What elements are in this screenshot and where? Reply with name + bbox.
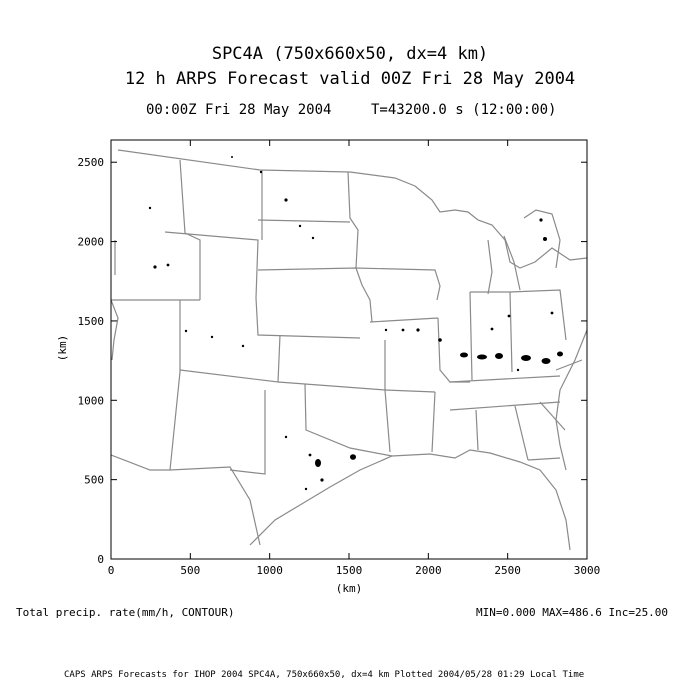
precip-cell [167,264,170,267]
ga-sc-line [540,402,565,430]
y-tick-label: 500 [84,473,104,487]
precip-cell [438,338,442,342]
x-tick-label: 1500 [335,564,363,577]
al-ga-line [515,406,528,460]
precip-cell [551,312,554,315]
min-max-stats: MIN=0.000 MAX=486.6 Inc=25.00 [476,606,669,619]
north-border [118,150,415,186]
precip-cell [153,265,156,268]
precip-cell [299,225,301,227]
il-in-line [470,292,472,380]
nd-sd-line [258,220,350,222]
tn-north [450,376,560,382]
precip-cell [508,315,511,318]
ms-ar-line [432,392,435,452]
in-oh-line [470,292,512,372]
x-tick-label: 2500 [494,564,521,577]
precip-cell [491,328,494,331]
precip-cell [149,207,151,209]
time-step-label: T=43200.0 s (12:00:00) [371,102,557,118]
x-tick-label: 500 [180,564,201,577]
gulf-coast [250,450,570,550]
y-tick-label: 2000 [77,235,104,249]
precip-contours [149,156,563,490]
precip-cell [477,355,487,360]
precip-cell [242,345,244,347]
ks-ok-line [278,382,385,390]
precip-cell [315,459,321,467]
oh-pa-line [510,290,566,340]
nm-tx-line [230,390,265,474]
precip-cell [285,436,287,438]
precip-cell [320,478,323,481]
y-tick-label: 1500 [77,314,104,328]
y-axis-label: (km) [56,334,69,362]
x-tick-label: 0 [107,564,115,577]
precip-cell [312,237,314,239]
colorado-ne-lines [256,298,360,338]
plot-title: SPC4A (750x660x50, dx=4 km) [211,44,489,64]
precip-cell [521,355,531,361]
precip-cell [185,330,187,332]
x-tick-label: 3000 [573,564,601,577]
x-tick-label: 2000 [415,564,442,577]
x-axis-label: (km) [335,582,363,595]
precip-cell [211,336,213,338]
ok-tx-line [305,384,392,456]
ms-al-line [476,410,478,450]
precip-cell [284,198,287,201]
ut-az-line [170,300,180,470]
mo-ar-line [385,340,390,452]
sd-ne-line [258,268,372,322]
precip-cell [495,353,503,359]
y-axis [78,156,588,566]
precip-cell [231,156,233,158]
forecast-subtitle: 12 h ARPS Forecast valid 00Z Fri 28 May 2004 [124,69,576,89]
precip-cell [517,369,519,371]
precip-cell [416,328,419,331]
precip-cell [460,353,468,358]
valid-time-label: 00:00Z Fri 28 May 2004 [146,102,332,118]
idaho-lines [180,160,200,300]
michigan-peninsula [524,210,560,268]
precip-cell [260,171,262,173]
mexico-border [111,455,260,545]
lake-michigan-west [488,240,492,294]
precip-cell [309,454,312,457]
variable-label: Total precip. rate(mm/h, CONTOUR) [16,606,235,619]
il-ky-line [438,318,470,382]
precip-cell [350,454,356,460]
state-boundaries [110,150,587,550]
precip-cell [402,329,405,332]
y-tick-label: 2500 [77,156,104,170]
ga-fl-line [528,458,560,460]
precip-cell [542,358,551,364]
x-tick-label: 1000 [256,564,283,577]
dakota-mn-line [348,172,358,268]
great-lakes-shore [415,186,587,268]
precip-cell [539,218,542,221]
va-nc-line [556,360,582,370]
precip-cell [305,488,307,490]
y-tick-label: 0 [97,553,104,566]
footer-credit: CAPS ARPS Forecasts for IHOP 2004 SPC4A, 750x660x50, dx=4 km Plotted 2004/05/28 01:29 Local Time [64,670,585,680]
precip-cell [543,237,547,241]
y-tick-label: 1000 [77,394,104,408]
precip-cell [557,352,563,357]
wyoming-lines [165,232,258,298]
west-coast [111,300,118,360]
co-nm-line [180,335,280,382]
iowa-south [370,318,438,322]
precip-cell [385,329,387,331]
ar-north [385,390,435,392]
